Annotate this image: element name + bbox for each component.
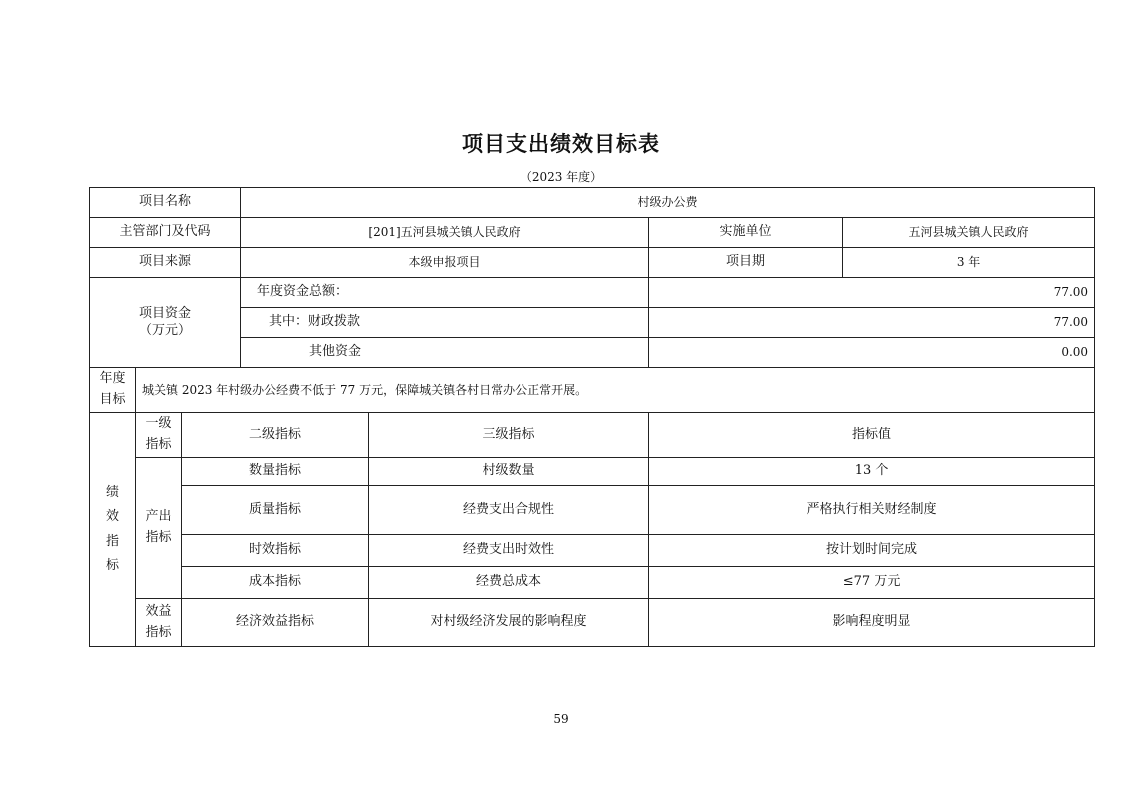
header-level2: 二级指标 (182, 413, 369, 458)
indicator-level3: 经费支出时效性 (369, 535, 649, 567)
indicator-value: 13 个 (649, 458, 1095, 486)
output-indicator-label: 产出指标 (145, 509, 172, 545)
project-name-value: 村级办公费 (241, 188, 1095, 218)
table-row (90, 486, 1095, 535)
table-row (90, 338, 1095, 368)
table-row (90, 278, 1095, 308)
other-funds-value: 0.00 (649, 338, 1095, 368)
indicator-level3: 对村级经济发展的影响程度 (369, 599, 649, 647)
annual-total-value: 77.00 (649, 278, 1095, 308)
other-funds-label: 其他资金 (241, 338, 649, 368)
project-name-label: 项目名称 (90, 188, 241, 218)
period-label: 项目期 (649, 248, 843, 278)
table-row (90, 535, 1095, 567)
source-value: 本级申报项目 (241, 248, 649, 278)
indicator-level2: 经济效益指标 (182, 599, 369, 647)
header-level1-cell (136, 413, 182, 458)
table-row (90, 218, 1095, 248)
perf-indicator-label-cell (90, 413, 136, 647)
funds-label-cell (90, 278, 241, 368)
table-row (90, 599, 1095, 647)
annual-goal-text: 城关镇 2023 年村级办公经费不低于 77 万元，保障城关镇各村日常办公正常开展。 (136, 368, 1095, 413)
table-row (90, 567, 1095, 599)
benefit-indicator-cell (136, 599, 182, 647)
period-value: 3 年 (843, 248, 1095, 278)
output-indicator-cell (136, 458, 182, 599)
year-subtitle: （2023 年度） (519, 170, 603, 184)
funds-unit: （万元） (139, 322, 192, 338)
annual-goal-label: 年度目标 (99, 371, 126, 407)
indicator-level3: 村级数量 (369, 458, 649, 486)
indicator-level2: 成本指标 (182, 567, 369, 599)
indicator-value: 严格执行相关财经制度 (649, 486, 1095, 535)
impl-unit-value: 五河县城关镇人民政府 (843, 218, 1095, 248)
table-row (90, 368, 1095, 413)
table-row (90, 458, 1095, 486)
performance-target-table (89, 187, 1095, 647)
impl-unit-label: 实施单位 (649, 218, 843, 248)
indicator-level3: 经费总成本 (369, 567, 649, 599)
table-row (90, 248, 1095, 278)
indicator-value: 影响程度明显 (649, 599, 1095, 647)
annual-goal-label-cell (90, 368, 136, 413)
header-level1: 一级指标 (145, 416, 172, 452)
perf-indicator-label: 绩效指标 (105, 485, 119, 573)
indicator-value: 按计划时间完成 (649, 535, 1095, 567)
dept-label: 主管部门及代码 (90, 218, 241, 248)
source-label: 项目来源 (90, 248, 241, 278)
dept-value: [201]五河县城关镇人民政府 (241, 218, 649, 248)
indicator-level2: 质量指标 (182, 486, 369, 535)
funds-label: 项目资金 (139, 306, 192, 322)
indicator-value: ≤77 万元 (649, 567, 1095, 599)
fiscal-label: 其中：财政拨款 (241, 308, 649, 338)
header-level3: 三级指标 (369, 413, 649, 458)
page-title: 项目支出绩效目标表 (462, 132, 660, 156)
annual-total-label: 年度资金总额： (241, 278, 649, 308)
indicator-level3: 经费支出合规性 (369, 486, 649, 535)
table-row (90, 413, 1095, 458)
benefit-indicator-label: 效益指标 (145, 603, 172, 640)
table-row (90, 308, 1095, 338)
indicator-level2: 数量指标 (182, 458, 369, 486)
indicator-level2: 时效指标 (182, 535, 369, 567)
fiscal-value: 77.00 (649, 308, 1095, 338)
table-row (90, 188, 1095, 218)
header-value: 指标值 (649, 413, 1095, 458)
page-number: 59 (553, 712, 569, 726)
